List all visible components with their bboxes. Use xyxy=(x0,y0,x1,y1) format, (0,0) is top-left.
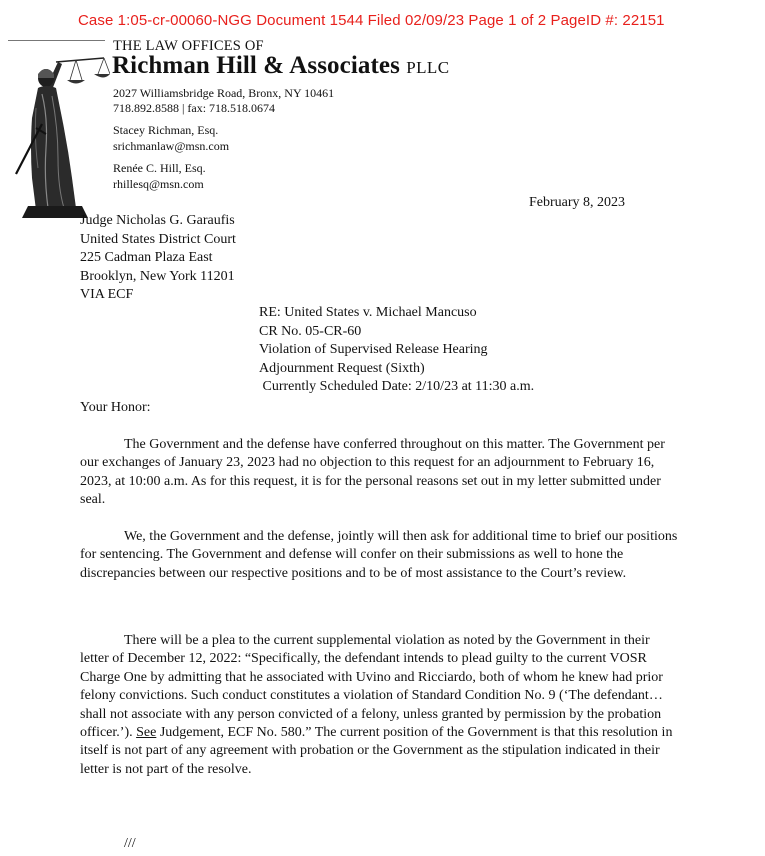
firm-name-prefix: THE LAW OFFICES OF xyxy=(113,38,264,54)
re-line: Violation of Supervised Release Hearing xyxy=(259,342,488,357)
letterhead-rule xyxy=(8,40,105,41)
paragraph-text xyxy=(80,632,680,779)
re-line: RE: United States v. Michael Mancuso xyxy=(259,305,477,320)
paragraph-text-part: Judgement, ECF No. 580.” The current position of the Government is that this resolution in itself is not part of any agreement with probation or the Government as the stipulation indicated in their letter is not part of the resolve. xyxy=(80,725,673,777)
firm-name-main: Richman Hill & Associates xyxy=(112,52,400,79)
body-paragraph xyxy=(80,632,680,779)
attorney-email: rhillesq@msn.com xyxy=(113,177,204,191)
paragraph-text: We, the Government and the defense, jointly will then ask for additional time to brief our positions for sentencing. The Government and defense will confer on their submissions as well to hone the discrepancies between our respective positions and to be of most assistance to the Court’s review. xyxy=(80,529,678,581)
firm-phone: 718.892.8588 | fax: 718.518.0674 xyxy=(113,101,276,115)
re-line: Currently Scheduled Date: 2/10/23 at 11:30 a.m. xyxy=(259,379,535,394)
lady-justice-icon xyxy=(12,48,110,220)
recipient-line: United States District Court xyxy=(80,231,236,247)
body-paragraph xyxy=(80,528,680,583)
attorney-email: srichmanlaw@msn.com xyxy=(113,139,230,153)
firm-address: 2027 Williamsbridge Road, Bronx, NY 10461 xyxy=(113,86,335,100)
case-header-stamp: Case 1:05-cr-00060-NGG Document 1544 Filed 02/09/23 Page 1 of 2 PageID #: 22151 xyxy=(78,12,665,29)
paragraph-text: The Government and the defense have conferred throughout on this matter. The Government per our exchanges of January 23, 2023 had no objection to this request for an adjournment to February 16, 2023, at 10:00 a.m. As for this request, it is for the personal reasons set out in my letter submitted under seal. xyxy=(80,437,665,508)
re-block xyxy=(259,304,534,397)
firm-name xyxy=(112,52,449,80)
body-paragraph xyxy=(80,436,680,510)
paragraph-text-part: There will be a plea to the current supplemental violation as noted by the Government in their letter of December 12, 2022: “Specifically, the defendant intends to plead guilty to the current VOSR Charge One by admitting that he associated with Uvino and Ricciardo, both of whom he knew had prior felony convictions. Such conduct constitutes a violation of Standard Condition No. 9 (‘The defendant…shall not associate with any person convicted of a felony, unless granted by permission by the probation officer.’). xyxy=(80,633,663,741)
citation-signal: See xyxy=(136,725,157,741)
continuation-mark: /// xyxy=(124,836,136,851)
re-line: CR No. 05-CR-60 xyxy=(259,323,362,339)
salutation: Your Honor: xyxy=(80,400,151,415)
recipient-line: 225 Cadman Plaza East xyxy=(80,250,213,265)
recipient-line: VIA ECF xyxy=(80,287,134,302)
recipient-line: Brooklyn, New York 11201 xyxy=(80,268,235,284)
letter-date: February 8, 2023 xyxy=(529,195,626,210)
recipient-line: Judge Nicholas G. Garaufis xyxy=(80,213,235,228)
attorney-name: Stacey Richman, Esq. xyxy=(113,123,219,137)
firm-name-suffix: PLLC xyxy=(406,58,450,77)
attorney-name: Renée C. Hill, Esq. xyxy=(113,161,206,175)
recipient-address xyxy=(80,212,236,305)
re-line: Adjournment Request (Sixth) xyxy=(259,360,425,376)
